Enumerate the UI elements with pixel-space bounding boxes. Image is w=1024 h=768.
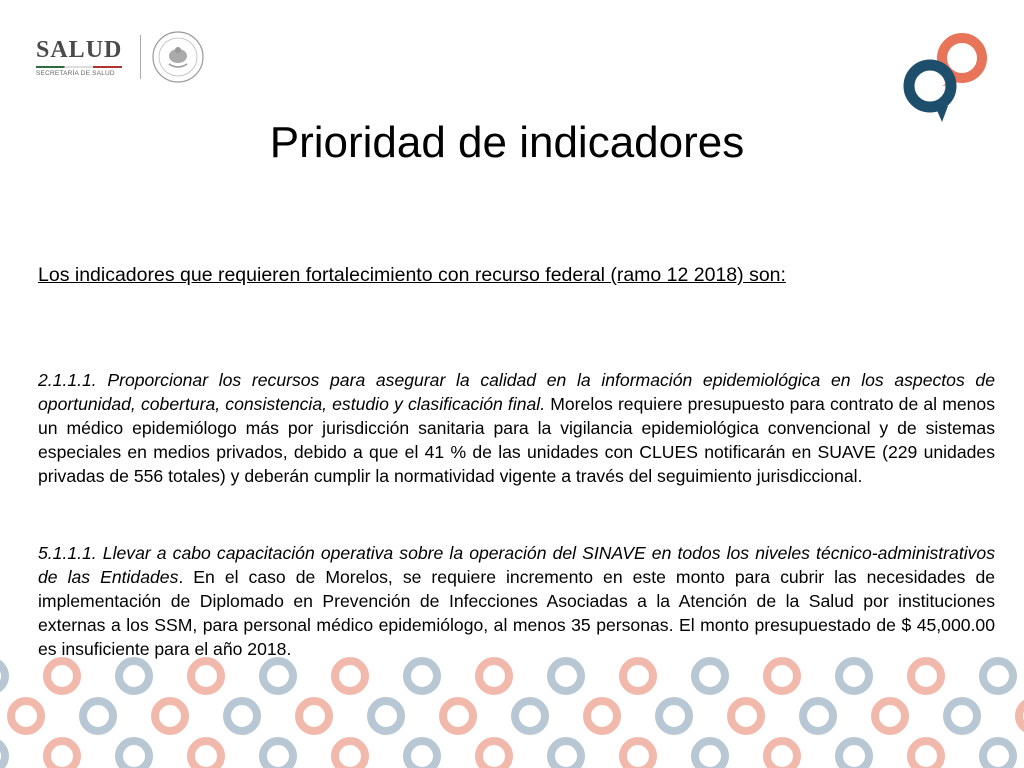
pattern-ring — [479, 741, 509, 768]
pattern-ring — [335, 661, 365, 691]
item-1-heading: 2.1.1.1. Proporcionar los recursos para asegurar la calidad en la información epidemiológica en los aspectos de oportunidad, cobertura, consistencia, estudio y clasificación final. — [38, 370, 995, 414]
pattern-ring — [695, 741, 725, 768]
pattern-ring — [623, 661, 653, 691]
item-2-body: . En el caso de Morelos, se requiere incremento en este monto para cubrir las necesidades de implementación de Diplomado en Prevención de Infecciones Asociadas a la Atención de la Salud por instituciones externas a los SSM, para personal médico epidemiólogo, al menos 35 personas. El monto presupuestado de $ 45,000.00 es insuficiente para el año 2018. — [38, 567, 996, 659]
salud-title: SALUD — [36, 37, 123, 63]
pattern-ring — [299, 701, 329, 731]
pattern-ring — [551, 741, 581, 768]
pattern-ring — [155, 701, 185, 731]
pattern-ring — [659, 701, 689, 731]
item-2-heading: 5.1.1.1. Llevar a cabo capacitación operativa sobre la operación del SINAVE en todos los niveles técnico-administrativos de las Entidades — [38, 543, 995, 587]
pattern-ring — [839, 741, 869, 768]
pattern-ring — [947, 701, 977, 731]
pattern-ring — [911, 741, 941, 768]
pattern-ring — [515, 701, 545, 731]
pattern-ring — [695, 661, 725, 691]
pattern-ring — [47, 741, 77, 768]
salud-logo — [36, 30, 205, 84]
pattern-ring — [803, 701, 833, 731]
pattern-ring — [623, 741, 653, 768]
page-title: Prioridad de indicadores — [269, 118, 745, 167]
logo-divider — [140, 35, 141, 79]
pattern-ring — [407, 741, 437, 768]
pattern-ring — [875, 701, 905, 731]
pattern-ring — [371, 701, 401, 731]
flag-stripe — [36, 66, 122, 68]
pattern-ring — [1019, 701, 1024, 731]
pattern-ring — [443, 701, 473, 731]
pattern-ring — [11, 701, 41, 731]
pattern-ring — [335, 741, 365, 768]
salud-subtitle: SECRETARÍA DE SALUD — [36, 70, 115, 77]
brand-logo-icon — [896, 28, 996, 124]
pattern-ring — [263, 661, 293, 691]
pattern-ring — [767, 741, 797, 768]
pattern-ring — [191, 741, 221, 768]
pattern-ring — [983, 741, 1013, 768]
intro-text: Los indicadores que requieren fortalecimiento con recurso federal (ramo 12 2018) son: — [38, 264, 786, 286]
pattern-ring — [119, 741, 149, 768]
pattern-ring — [263, 741, 293, 768]
salud-wordmark — [36, 37, 122, 77]
pattern-ring — [767, 661, 797, 691]
pattern-ring — [0, 661, 5, 691]
pattern-ring — [479, 661, 509, 691]
pattern-ring — [407, 661, 437, 691]
pattern-ring — [191, 661, 221, 691]
national-seal-icon — [151, 30, 205, 84]
pattern-ring — [227, 701, 257, 731]
pattern-ring — [587, 701, 617, 731]
pattern-ring — [83, 701, 113, 731]
pattern-ring — [983, 661, 1013, 691]
pattern-ring — [119, 661, 149, 691]
paragraph-item-2 — [38, 541, 995, 661]
item-1-body: Morelos requiere presupuesto para contrato de al menos un médico epidemiólogo más por jurisdicción sanitaria para la vigilancia epidemiológica convencional y de sistemas especiales en medios privados, debido a que el 41 % de las unidades con CLUES notificarán en SUAVE (229 unidades privadas de 556 totales) y deberán cumplir la normatividad vigente a través del seguimiento jurisdiccional. — [38, 394, 996, 486]
pattern-ring — [839, 661, 869, 691]
pattern-ring — [47, 661, 77, 691]
paragraph-item-1 — [38, 368, 995, 488]
pattern-ring — [731, 701, 761, 731]
pattern-ring — [911, 661, 941, 691]
decorative-pattern — [0, 650, 1024, 768]
pattern-ring — [0, 741, 5, 768]
pattern-ring — [551, 661, 581, 691]
